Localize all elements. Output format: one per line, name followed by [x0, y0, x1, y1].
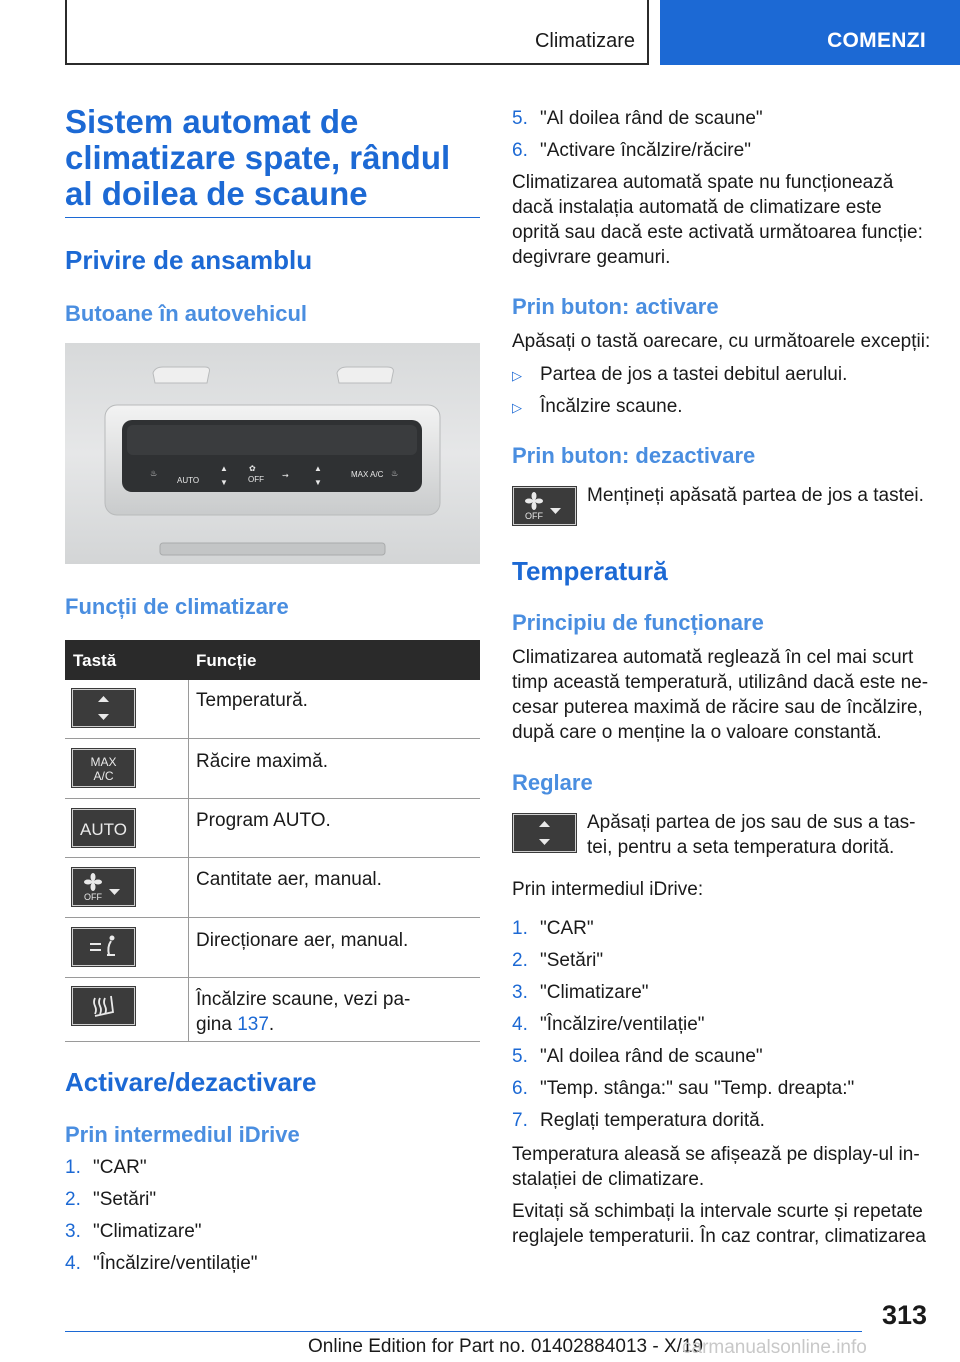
svg-text:♨: ♨ [391, 469, 399, 478]
auto-icon [72, 809, 135, 847]
page-reference-link[interactable]: 137 [237, 1014, 269, 1035]
section-title: Climatizare [534, 30, 635, 52]
table-row [65, 858, 480, 918]
button-deactivate-heading: Prin buton: dezactivare [512, 443, 756, 468]
overview-heading: Privire de ansamblu [65, 245, 313, 275]
function-text: Program AUTO. [196, 810, 331, 831]
table-column-divider [188, 680, 189, 1041]
photo-label-auto: AUTO [177, 476, 200, 485]
principle-heading: Principiu de funcționare [512, 610, 764, 635]
function-text: Temperatură. [196, 690, 308, 711]
seat-heating-icon [72, 987, 135, 1025]
watermark: carmanualsonline.info [682, 1337, 867, 1358]
footer-rule [65, 1331, 862, 1332]
table-row [65, 918, 480, 978]
max-ac-icon [72, 749, 135, 787]
table-row [65, 739, 480, 799]
buttons-heading: Butoane în autovehicul [65, 301, 308, 326]
triangle-bullet-icon: ▷ [512, 368, 522, 383]
button-deactivate-text: Mențineți apăsată partea de jos a tastei. [587, 485, 924, 506]
warning-paragraph: Evitați să schimbați la intervale scurte și repetate reglajele temperaturii. În caz contrar, climatizarea [512, 1201, 926, 1247]
photo-label-max-ac: MAX A/C [351, 470, 384, 479]
svg-text:⇝: ⇝ [282, 471, 289, 480]
svg-text:OFF: OFF [84, 892, 102, 902]
svg-text:▲: ▲ [314, 464, 322, 473]
svg-text:▼: ▼ [220, 478, 228, 487]
svg-text:♨: ♨ [150, 469, 158, 478]
svg-text:▼: ▼ [314, 478, 322, 487]
function-text: Încălzire scaune, vezi pa- gina 137. [196, 989, 411, 1035]
table-row [65, 978, 480, 1042]
page-title: Sistem automat de climatizare spate, rândul al doilea de scaune [65, 103, 451, 212]
chapter-title: COMENZI [827, 29, 926, 52]
climate-panel-photo [65, 343, 480, 564]
footer-edition: Online Edition for Part no. 01402884013 - X/19 [308, 1336, 704, 1357]
adjust-heading: Reglare [512, 770, 593, 795]
fan-off-icon [513, 487, 576, 525]
svg-text:▲: ▲ [220, 464, 228, 473]
functions-heading: Funcții de climatizare [65, 594, 289, 619]
idrive-intro: Prin intermediul iDrive: [512, 879, 704, 900]
page-number: 313 [881, 1300, 927, 1330]
svg-text:OFF: OFF [525, 511, 543, 521]
adjust-text: Apăsați partea de jos sau de sus a tas- tei, pentru a seta temperatura dorită. [587, 812, 916, 858]
note-paragraph: Climatizarea automată spate nu funcționează dacă instalația automată de climatizare este oprită sau dacă este activată următoarea funcție: degivrare geamuri. [512, 172, 923, 268]
function-text: Cantitate aer, manual. [196, 869, 382, 890]
principle-paragraph: Climatizarea automată reglează în cel mai scurt timp această temperatură, utilizând dacă este ne- cesar puterea maximă de răcire sau de încălzire, după care o menține la o valoare constantă. [512, 647, 929, 743]
temperature-arrows-icon [72, 689, 135, 727]
svg-text:AUTO: AUTO [80, 820, 127, 839]
header-section-box [65, 0, 649, 65]
table-row [65, 799, 480, 858]
temperature-arrows-icon [513, 814, 576, 852]
button-activate-text: Apăsați o tastă oarecare, cu următoarele excepții: [512, 331, 931, 352]
temperature-heading: Temperatură [512, 556, 668, 586]
air-distribution-icon [72, 928, 135, 966]
idrive-heading: Prin intermediul iDrive [65, 1122, 300, 1147]
col-key-header: Tastă [73, 651, 117, 670]
svg-text:MAX: MAX [90, 755, 117, 769]
photo-label-off: OFF [248, 475, 264, 484]
function-text: Răcire maximă. [196, 751, 328, 772]
function-text: Direcționare aer, manual. [196, 930, 409, 951]
functions-table [65, 640, 480, 1042]
table-row [65, 680, 480, 739]
display-paragraph: Temperatura aleasă se afișează pe display-ul in- stalației de climatizare. [512, 1144, 920, 1190]
fan-off-icon [72, 868, 135, 906]
triangle-bullet-icon: ▷ [512, 400, 522, 415]
activation-heading: Activare/dezactivare [65, 1067, 317, 1097]
button-activate-heading: Prin buton: activare [512, 294, 719, 319]
title-rule [65, 217, 480, 218]
table-header [65, 640, 480, 680]
svg-text:✿: ✿ [249, 464, 256, 473]
svg-text:A/C: A/C [93, 769, 114, 783]
header-chapter-box [660, 0, 960, 65]
col-function-header: Funcție [196, 651, 257, 670]
